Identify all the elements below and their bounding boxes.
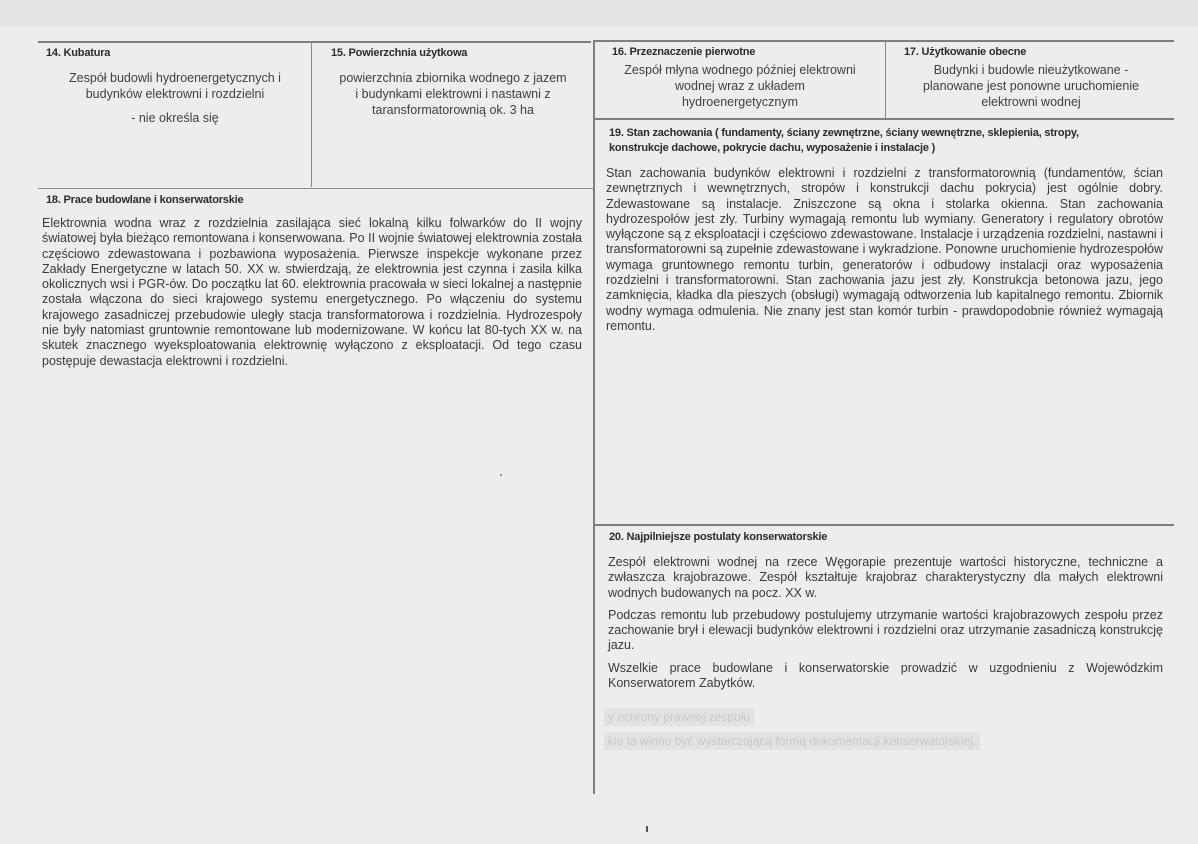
section-19-text: Stan zachowania budynków elektrowni i rozdzielni z transformatorownią (fundamentów, ścian zewnętrznych i wewnętrznych, stropów i konstrukcji dachu pokrycia) jest ogólnie dobry. Zdewastowane są instalacje. Zniszczone są okna i stolarka okienna. Stan zachowania hydrozespołów jest zły. Turbiny wymagają remontu lub wymiany. Generatory i regulatory obrotów wyłączone są z eksploatacji i częściowo zdewastowane. Instalacje i urządzenia rozdzielni, nastawni i transformatorowni są zupełnie zdewastowane i wykradzione. Ponowne uruchomienie hydrozespołów wymaga gruntownego remontu turbin, generatorów i odbudowy instalacji oraz wyposażenia rozdzielni i transformatorowni. Stan zachowania jazu jest zły. Konstrukcja betonowa jazu, jego zamknięcia, kładka dla pieszych (obsługi) wymagają odtworzenia lub kapitalnego remontu. Zbiornik wodny wymaga odmulenia. Nie znany jest stan komór turbin - prawdopodobnie również wymagają remontu. bbox=[606, 166, 1163, 333]
divider-above-19 bbox=[595, 118, 1174, 120]
section-19-title-line-2: konstrukcje dachowe, pokrycie dachu, wyposażenie i instalacje ) bbox=[609, 142, 936, 154]
section-17-content bbox=[888, 62, 1174, 110]
section-14-note: - nie określa się bbox=[131, 111, 219, 125]
section-14-content bbox=[40, 70, 310, 126]
table-border-top-left bbox=[38, 41, 591, 43]
section-16-title: 16. Przeznaczenie pierwotne bbox=[612, 46, 756, 58]
section-20-text bbox=[608, 555, 1163, 698]
section-17-line-2: planowane jest ponowne uruchomienie bbox=[922, 79, 1140, 93]
section-20-paragraph: Wszelkie prace budowlane i konserwatorskie prowadzić w uzgodnieniu z Wojewódzkim Konserwatorem Zabytków. bbox=[608, 660, 1163, 691]
center-divider bbox=[593, 40, 595, 794]
section-16-line-2: wodnej wraz z układem bbox=[675, 79, 805, 93]
section-17-title: 17. Użytkowanie obecne bbox=[904, 46, 1027, 58]
divider-above-20 bbox=[595, 524, 1174, 526]
section-14-line-2: budynków elektrowni i rozdzielni bbox=[85, 87, 265, 101]
section-19-title bbox=[609, 126, 1169, 156]
divider-14-15 bbox=[311, 41, 312, 187]
scan-mark bbox=[500, 474, 502, 476]
divider-16-17 bbox=[885, 40, 886, 118]
section-17-line-3: elektrowni wodnej bbox=[981, 95, 1081, 109]
divider-above-18 bbox=[38, 188, 594, 189]
section-16-content bbox=[597, 62, 883, 110]
section-16-line-1: Zespół młyna wodnego później elektrowni bbox=[624, 63, 856, 77]
section-20-paragraph: Zespół elektrowni wodnej na rzece Węgorapie prezentuje wartości historyczne, techniczne a zwłaszcza krajobrazowe. Zespół kształtuje krajobraz charakterystyczny dla małych elektrowni wodnych budowanych na pocz. XX w. bbox=[608, 555, 1163, 600]
section-16-line-3: hydroenergetycznym bbox=[681, 95, 799, 109]
section-15-title: 15. Powierzchnia użytkowa bbox=[331, 47, 468, 59]
section-18-title: 18. Prace budowlane i konserwatorskie bbox=[46, 194, 244, 206]
top-margin bbox=[0, 0, 1198, 26]
section-15-line-3: taransformatorownią ok. 3 ha bbox=[372, 103, 534, 117]
section-17-line-1: Budynki i budowle nieużytkowane - bbox=[933, 63, 1129, 77]
scan-mark bbox=[646, 826, 648, 832]
faded-text-line-1: y ochrony prawnej zespołu bbox=[604, 708, 754, 726]
section-14-line-1: Zespół budowli hydroenergetycznych i bbox=[69, 71, 281, 85]
section-15-content bbox=[314, 70, 592, 118]
section-14-title: 14. Kubatura bbox=[46, 47, 111, 59]
section-20-paragraph: Podczas remontu lub przebudowy postulujemy utrzymanie wartości krajobrazowych zespołu przez zachowanie brył i elewacji budynków elektrowni i rozdzielni oraz utrzymanie zasadniczą konstrukcję jazu. bbox=[608, 607, 1163, 653]
section-20-title: 20. Najpilniejsze postulaty konserwatorskie bbox=[609, 531, 828, 543]
faded-text-line-2: kie ta winno być wystarczającą formą dokumentacji konserwatorskiej. bbox=[604, 732, 980, 750]
section-15-line-2: i budynkami elektrowni i nastawni z bbox=[355, 87, 551, 101]
section-15-line-1: powierzchnia zbiornika wodnego z jazem bbox=[339, 71, 567, 85]
section-19-title-line-1: 19. Stan zachowania ( fundamenty, ściany zewnętrzne, ściany wewnętrzne, sklepienia, stropy, bbox=[609, 127, 1079, 139]
section-18-text: Elektrownia wodna wraz z rozdzielnia zasilająca sieć lokalną kilku folwarków do II wojny światowej była bieżąco remontowana i konserwowana. Po II wojnie światowej elektrownia została częściowo zdewastowana i pozbawiona wyposażenia. Pierwsze inspekcje wykonane przez Zakłady Energetyczne w latach 50. XX w. stwierdzają, że elektrownia jest czynna i zasila kilka okolicznych wsi i PGR-ów. Do początku lat 60. elektrownia pracowała w sieci lokalnej a następnie została włączona do sieci krajowego systemu energetycznego. Po włączeniu do systemu krajowego zasadniczej przebudowie uległy stacja transformatorowa i rozdzielnia. Hydrozespoły nie były natomiast gruntownie remontowane lub modernizowane. W końcu lat 80-tych XX w. na skutek znacznego wyeksploatowania elektrownię wyłączono z eksploatacji. Od tego czasu postępuje dewastacja elektrowni i rozdzielni. bbox=[42, 216, 582, 368]
